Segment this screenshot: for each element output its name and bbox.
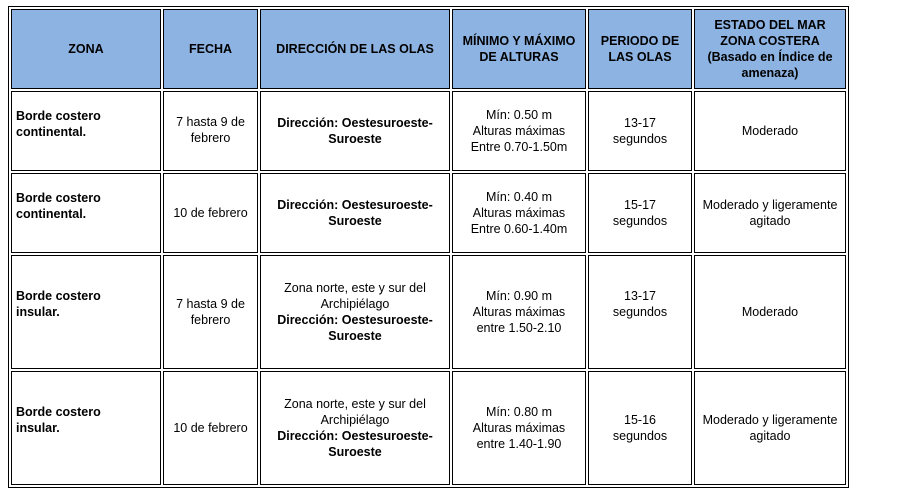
cell-direccion: Dirección: Oestesuroeste- Suroeste bbox=[260, 91, 450, 171]
cell-zona: Borde costero continental. bbox=[11, 91, 161, 171]
cell-fecha: 7 hasta 9 de febrero bbox=[163, 255, 258, 369]
cell-periodo: 13-17 segundos bbox=[588, 255, 692, 369]
cell-alturas: Mín: 0.50 m Alturas máximas Entre 0.70-1.50m bbox=[452, 91, 586, 171]
cell-periodo: 15-17 segundos bbox=[588, 173, 692, 253]
header-row bbox=[11, 9, 846, 89]
cell-direccion: Zona norte, este y sur del Archipiélago Dirección: Oestesuroeste- Suroeste bbox=[260, 371, 450, 485]
cell-zona: Borde costero continental. bbox=[11, 173, 161, 253]
table-row bbox=[11, 91, 846, 171]
cell-estado: Moderado bbox=[694, 255, 846, 369]
cell-fecha: 10 de febrero bbox=[163, 173, 258, 253]
cell-estado: Moderado y ligeramente agitado bbox=[694, 371, 846, 485]
cell-fecha: 7 hasta 9 de febrero bbox=[163, 91, 258, 171]
cell-estado: Moderado y ligeramente agitado bbox=[694, 173, 846, 253]
cell-alturas: Mín: 0.40 m Alturas máximas Entre 0.60-1.40m bbox=[452, 173, 586, 253]
table-row bbox=[11, 173, 846, 253]
table-row bbox=[11, 371, 846, 485]
header-periodo: PERIODO DE LAS OLAS bbox=[588, 9, 692, 89]
header-fecha: FECHA bbox=[163, 9, 258, 89]
wave-forecast-table bbox=[8, 6, 849, 488]
cell-direccion: Dirección: Oestesuroeste- Suroeste bbox=[260, 173, 450, 253]
header-estado: ESTADO DEL MAR ZONA COSTERA (Basado en Índice de amenaza) bbox=[694, 9, 846, 89]
cell-estado: Moderado bbox=[694, 91, 846, 171]
cell-alturas: Mín: 0.90 m Alturas máximas entre 1.50-2.10 bbox=[452, 255, 586, 369]
header-zona: ZONA bbox=[11, 9, 161, 89]
header-direccion: DIRECCIÓN DE LAS OLAS bbox=[260, 9, 450, 89]
wave-forecast-table-wrapper bbox=[8, 6, 849, 488]
cell-direccion: Zona norte, este y sur del Archipiélago Dirección: Oestesuroeste- Suroeste bbox=[260, 255, 450, 369]
cell-fecha: 10 de febrero bbox=[163, 371, 258, 485]
cell-zona: Borde costero insular. bbox=[11, 255, 161, 369]
header-alturas: MÍNIMO Y MÁXIMO DE ALTURAS bbox=[452, 9, 586, 89]
cell-periodo: 13-17 segundos bbox=[588, 91, 692, 171]
cell-periodo: 15-16 segundos bbox=[588, 371, 692, 485]
cell-zona: Borde costero insular. bbox=[11, 371, 161, 485]
table-row bbox=[11, 255, 846, 369]
cell-alturas: Mín: 0.80 m Alturas máximas entre 1.40-1.90 bbox=[452, 371, 586, 485]
